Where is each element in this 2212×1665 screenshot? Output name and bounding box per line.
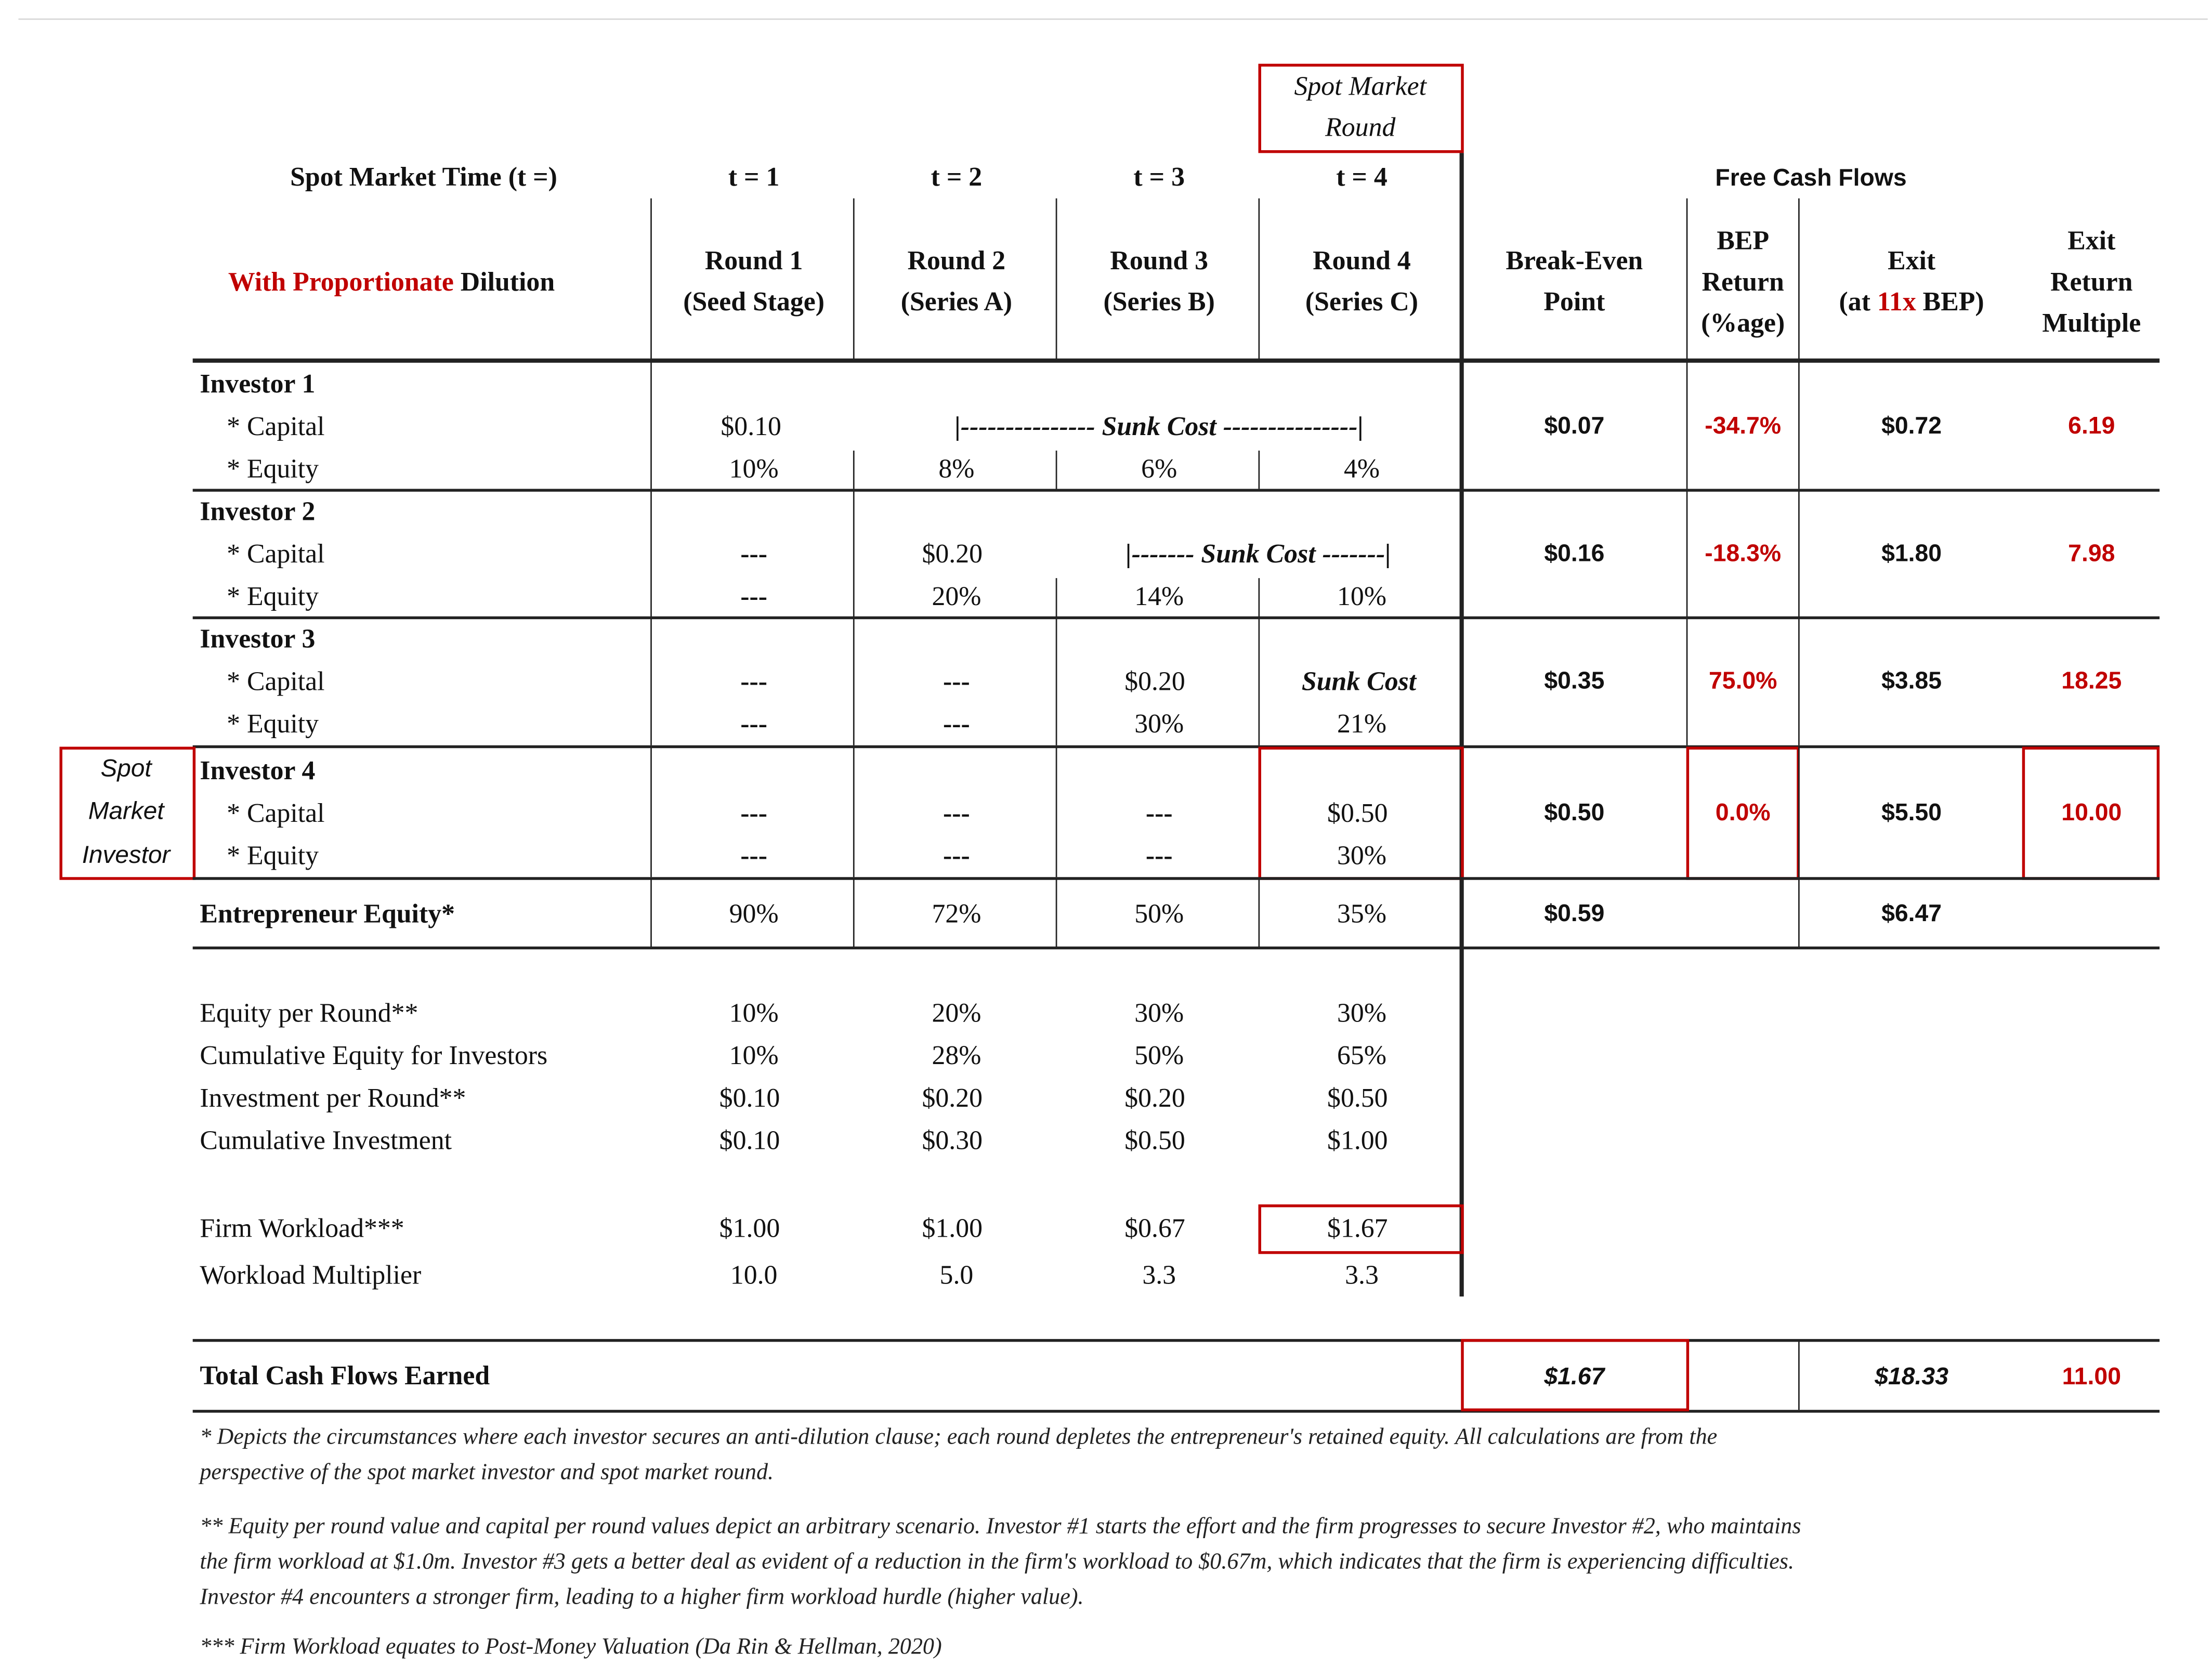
main-divider bbox=[1460, 153, 1464, 1296]
summary-value: 10% bbox=[729, 1041, 779, 1071]
inv4-capital-r2: --- bbox=[943, 799, 970, 829]
inv3-bep-return: 75.0% bbox=[1709, 667, 1777, 694]
inv4-capital-r1: --- bbox=[740, 799, 767, 829]
cell-divider bbox=[853, 746, 855, 877]
summary-label: Cumulative Equity for Investors bbox=[200, 1041, 548, 1071]
summary-value: 20% bbox=[932, 999, 981, 1029]
capital-label: * Capital bbox=[227, 667, 325, 698]
workload-label: Firm Workload*** bbox=[200, 1214, 404, 1244]
footnote-1 bbox=[200, 1420, 1717, 1490]
workload-value: $0.67 bbox=[1124, 1214, 1185, 1244]
inv3-multiple: 18.25 bbox=[2061, 667, 2122, 694]
dilution-suffix: Dilution bbox=[460, 268, 555, 298]
workload-label: Workload Multiplier bbox=[200, 1261, 422, 1291]
cell-divider bbox=[1056, 451, 1057, 489]
cell-divider bbox=[650, 490, 652, 618]
inv1-bep-return: -34.7% bbox=[1705, 412, 1782, 439]
entrepreneur-r3: 50% bbox=[1134, 899, 1184, 930]
workload-value: $1.00 bbox=[922, 1214, 983, 1244]
summary-value: $0.20 bbox=[1124, 1084, 1185, 1114]
row-rule bbox=[193, 877, 2159, 879]
exit-return-heading-2: Return bbox=[2050, 268, 2133, 298]
workload-value: $1.00 bbox=[719, 1214, 780, 1244]
capital-label: * Capital bbox=[227, 412, 325, 442]
cell-divider bbox=[1798, 1341, 1800, 1410]
time-4: t = 4 bbox=[1336, 163, 1388, 193]
cell-divider bbox=[853, 618, 855, 745]
cell-divider bbox=[650, 618, 652, 745]
cell-divider bbox=[853, 879, 855, 948]
bep-return-heading-1: BEP bbox=[1717, 227, 1770, 257]
cell-divider bbox=[1056, 578, 1057, 618]
exit-multiplier-text: 11x bbox=[1877, 287, 1916, 318]
round-1-name: Round 1 bbox=[704, 246, 803, 277]
cell-divider bbox=[1686, 618, 1688, 745]
summary-value: $1.00 bbox=[1327, 1126, 1388, 1157]
entrepreneur-bep: $0.59 bbox=[1544, 899, 1605, 927]
exit-heading-open: (at bbox=[1839, 287, 1877, 318]
footnote-3-line-1: *** Firm Workload equates to Post-Money Valuation (Da Rin & Hellman, 2020) bbox=[200, 1633, 942, 1659]
summary-value: $0.30 bbox=[922, 1126, 983, 1157]
spot-market-round-label-2: Round bbox=[1325, 113, 1396, 143]
inv2-exit: $1.80 bbox=[1881, 540, 1942, 567]
cell-divider bbox=[650, 746, 652, 877]
cell-divider bbox=[853, 451, 855, 489]
footnote-2-line-2: the firm workload at $1.0m. Investor #3 gets a better deal as evident of a reduction in the firm's workload to $0.67m, which indicates that the firm is experiencing difficulties. bbox=[200, 1549, 1795, 1575]
inv1-capital-r1: $0.10 bbox=[721, 412, 781, 442]
cell-divider bbox=[1798, 618, 1800, 745]
inv3-bep: $0.35 bbox=[1544, 667, 1605, 694]
entrepreneur-label: Entrepreneur Equity* bbox=[200, 899, 455, 930]
footnote-3 bbox=[200, 1630, 941, 1665]
investor-4-name: Investor 4 bbox=[200, 756, 316, 786]
round-3-name: Round 3 bbox=[1110, 246, 1208, 277]
inv3-exit: $3.85 bbox=[1881, 667, 1942, 694]
bep-return-heading-2: Return bbox=[1701, 268, 1784, 298]
inv2-sunk-cost: |------- Sunk Cost -------| bbox=[1125, 540, 1391, 570]
cell-divider bbox=[650, 879, 652, 948]
round-1-stage: (Seed Stage) bbox=[683, 287, 825, 318]
time-1: t = 1 bbox=[728, 163, 780, 193]
header-divider bbox=[1686, 199, 1688, 360]
inv3-capital-r1: --- bbox=[740, 667, 767, 698]
total-label: Total Cash Flows Earned bbox=[200, 1361, 490, 1392]
round-4-name: Round 4 bbox=[1313, 246, 1411, 277]
investor-3-name: Investor 3 bbox=[200, 625, 316, 655]
cell-divider bbox=[1056, 746, 1057, 877]
cell-divider bbox=[1798, 490, 1800, 618]
cell-divider bbox=[853, 490, 855, 618]
inv2-equity-r4: 10% bbox=[1337, 582, 1386, 612]
summary-value: $0.20 bbox=[922, 1084, 983, 1114]
side-label-3: Investor bbox=[82, 840, 171, 869]
dilution-label bbox=[228, 269, 555, 296]
cell-divider bbox=[1056, 879, 1057, 948]
cell-divider bbox=[1259, 618, 1260, 745]
round-3-stage: (Series B) bbox=[1103, 287, 1215, 318]
exit-heading-2 bbox=[1839, 289, 1984, 316]
summary-value: $0.50 bbox=[1124, 1126, 1185, 1157]
workload-value: 3.3 bbox=[1345, 1261, 1379, 1291]
row-rule bbox=[193, 745, 2159, 748]
inv3-capital-r3: $0.20 bbox=[1124, 667, 1185, 698]
row-rule bbox=[193, 617, 2159, 619]
entrepreneur-r1: 90% bbox=[729, 899, 779, 930]
equity-label: * Equity bbox=[227, 582, 319, 612]
inv1-multiple: 6.19 bbox=[2068, 412, 2115, 439]
inv1-sunk-cost: |--------------- Sunk Cost ---------------| bbox=[954, 412, 1364, 442]
exit-return-heading-1: Exit bbox=[2067, 227, 2116, 257]
inv3-sunk-cost: Sunk Cost bbox=[1301, 667, 1417, 698]
summary-value: $0.10 bbox=[719, 1126, 780, 1157]
exit-heading-1: Exit bbox=[1888, 246, 1936, 277]
entrepreneur-r2: 72% bbox=[932, 899, 981, 930]
inv3-equity-r4: 21% bbox=[1337, 710, 1386, 740]
summary-label: Investment per Round** bbox=[200, 1084, 466, 1114]
total-bottom-rule bbox=[193, 1410, 2159, 1412]
inv2-equity-r1: --- bbox=[740, 582, 767, 612]
header-rule bbox=[193, 359, 2159, 362]
round-4-stage: (Series C) bbox=[1305, 287, 1419, 318]
summary-label: Cumulative Investment bbox=[200, 1126, 452, 1157]
inv1-equity-r4: 4% bbox=[1343, 454, 1380, 485]
header-divider bbox=[853, 199, 855, 360]
workload-value: $1.67 bbox=[1327, 1214, 1388, 1244]
cell-divider bbox=[1686, 361, 1688, 489]
cell-divider bbox=[1798, 361, 1800, 489]
cell-divider bbox=[1686, 490, 1688, 618]
workload-value: 5.0 bbox=[939, 1261, 974, 1291]
footnote-2-line-1: ** Equity per round value and capital per round values depict an arbitrary scenario. Investor #1 starts the effort and the firm progresses to secure Investor #2, who maintains bbox=[200, 1513, 1801, 1539]
inv1-equity-r2: 8% bbox=[938, 454, 975, 485]
workload-value: 10.0 bbox=[730, 1261, 778, 1291]
total-multiple: 11.00 bbox=[2062, 1363, 2121, 1391]
cell-divider bbox=[1798, 879, 1800, 948]
summary-value: 30% bbox=[1134, 999, 1184, 1029]
free-cash-flows-heading: Free Cash Flows bbox=[1715, 164, 1907, 191]
total-exit: $18.33 bbox=[1875, 1363, 1948, 1391]
summary-value: $0.50 bbox=[1327, 1084, 1388, 1114]
inv4-equity-r3: --- bbox=[1145, 842, 1173, 872]
summary-value: 65% bbox=[1337, 1041, 1386, 1071]
row-rule bbox=[193, 947, 2159, 949]
row-rule bbox=[193, 489, 2159, 491]
cell-divider bbox=[1798, 746, 1800, 877]
spot-market-round-label-1: Spot Market bbox=[1294, 72, 1427, 102]
round-2-stage: (Series A) bbox=[900, 287, 1013, 318]
summary-value: 50% bbox=[1134, 1041, 1184, 1071]
inv4-capital-r4: $0.50 bbox=[1327, 799, 1388, 829]
equity-label: * Equity bbox=[227, 710, 319, 740]
bep-heading-1: Break-Even bbox=[1506, 246, 1643, 277]
inv4-bep-return: 0.0% bbox=[1715, 799, 1771, 827]
side-label-2: Market bbox=[88, 796, 164, 825]
header-divider bbox=[1798, 199, 1800, 360]
inv3-capital-r2: --- bbox=[943, 667, 970, 698]
inv3-equity-r3: 30% bbox=[1134, 710, 1184, 740]
cell-divider bbox=[1056, 618, 1057, 745]
workload-value: 3.3 bbox=[1142, 1261, 1176, 1291]
exit-heading-close: BEP) bbox=[1916, 287, 1984, 318]
inv2-equity-r3: 14% bbox=[1134, 582, 1184, 612]
capital-label: * Capital bbox=[227, 540, 325, 570]
footnote-2 bbox=[200, 1509, 1801, 1615]
entrepreneur-r4: 35% bbox=[1337, 899, 1386, 930]
inv2-capital-r1: --- bbox=[740, 540, 767, 570]
inv1-exit: $0.72 bbox=[1881, 412, 1942, 439]
inv3-equity-r2: --- bbox=[943, 710, 970, 740]
inv1-equity-r1: 10% bbox=[729, 454, 779, 485]
inv2-bep-return: -18.3% bbox=[1705, 540, 1782, 567]
inv4-multiple: 10.00 bbox=[2061, 799, 2122, 827]
footnote-1-line-1: * Depicts the circumstances where each investor secures an anti-dilution clause; each round depletes the entrepreneur's retained equity. All calculations are from the bbox=[200, 1424, 1718, 1450]
equity-label: * Equity bbox=[227, 454, 319, 485]
inv4-equity-r1: --- bbox=[740, 842, 767, 872]
capital-label: * Capital bbox=[227, 799, 325, 829]
inv4-equity-r2: --- bbox=[943, 842, 970, 872]
inv4-exit: $5.50 bbox=[1881, 799, 1942, 827]
footnote-2-line-3: Investor #4 encounters a stronger firm, leading to a higher firm workload hurdle (higher value). bbox=[200, 1584, 1084, 1610]
cell-divider bbox=[650, 361, 652, 489]
total-bep: $1.67 bbox=[1544, 1363, 1605, 1391]
time-label: Spot Market Time (t =) bbox=[290, 163, 557, 193]
inv1-bep: $0.07 bbox=[1544, 412, 1605, 439]
header-divider bbox=[1056, 199, 1057, 360]
exit-return-heading-3: Multiple bbox=[2042, 309, 2141, 339]
header-divider bbox=[650, 199, 652, 360]
time-3: t = 3 bbox=[1133, 163, 1185, 193]
side-label-1: Spot bbox=[100, 754, 152, 782]
inv4-equity-r4: 30% bbox=[1337, 842, 1386, 872]
inv2-capital-r2: $0.20 bbox=[922, 540, 983, 570]
summary-label: Equity per Round** bbox=[200, 999, 418, 1029]
footnote-1-line-2: perspective of the spot market investor and spot market round. bbox=[200, 1459, 774, 1485]
inv3-equity-r1: --- bbox=[740, 710, 767, 740]
entrepreneur-exit: $6.47 bbox=[1881, 899, 1942, 927]
bep-return-heading-3: (%age) bbox=[1701, 309, 1785, 339]
page-border bbox=[18, 18, 2207, 20]
cell-divider bbox=[1259, 879, 1260, 948]
bep-heading-2: Point bbox=[1543, 287, 1605, 318]
header-divider bbox=[1259, 199, 1260, 360]
total-top-rule bbox=[193, 1339, 2159, 1341]
inv4-capital-r3: --- bbox=[1145, 799, 1173, 829]
cell-divider bbox=[1259, 578, 1260, 618]
summary-value: 30% bbox=[1337, 999, 1386, 1029]
time-2: t = 2 bbox=[931, 163, 983, 193]
summary-value: 10% bbox=[729, 999, 779, 1029]
inv2-equity-r2: 20% bbox=[932, 582, 981, 612]
investor-2-name: Investor 2 bbox=[200, 497, 316, 527]
summary-value: 28% bbox=[932, 1041, 981, 1071]
equity-label: * Equity bbox=[227, 842, 319, 872]
dilution-prefix: With Proportionate bbox=[228, 268, 454, 298]
inv2-bep: $0.16 bbox=[1544, 540, 1605, 567]
investor-1-name: Investor 1 bbox=[200, 370, 316, 400]
inv1-equity-r3: 6% bbox=[1141, 454, 1177, 485]
inv2-multiple: 7.98 bbox=[2068, 540, 2115, 567]
summary-value: $0.10 bbox=[719, 1084, 780, 1114]
cell-divider bbox=[1259, 451, 1260, 489]
inv4-bep: $0.50 bbox=[1544, 799, 1605, 827]
spot-round-capital-box bbox=[1259, 746, 1464, 880]
round-2-name: Round 2 bbox=[907, 246, 1006, 277]
